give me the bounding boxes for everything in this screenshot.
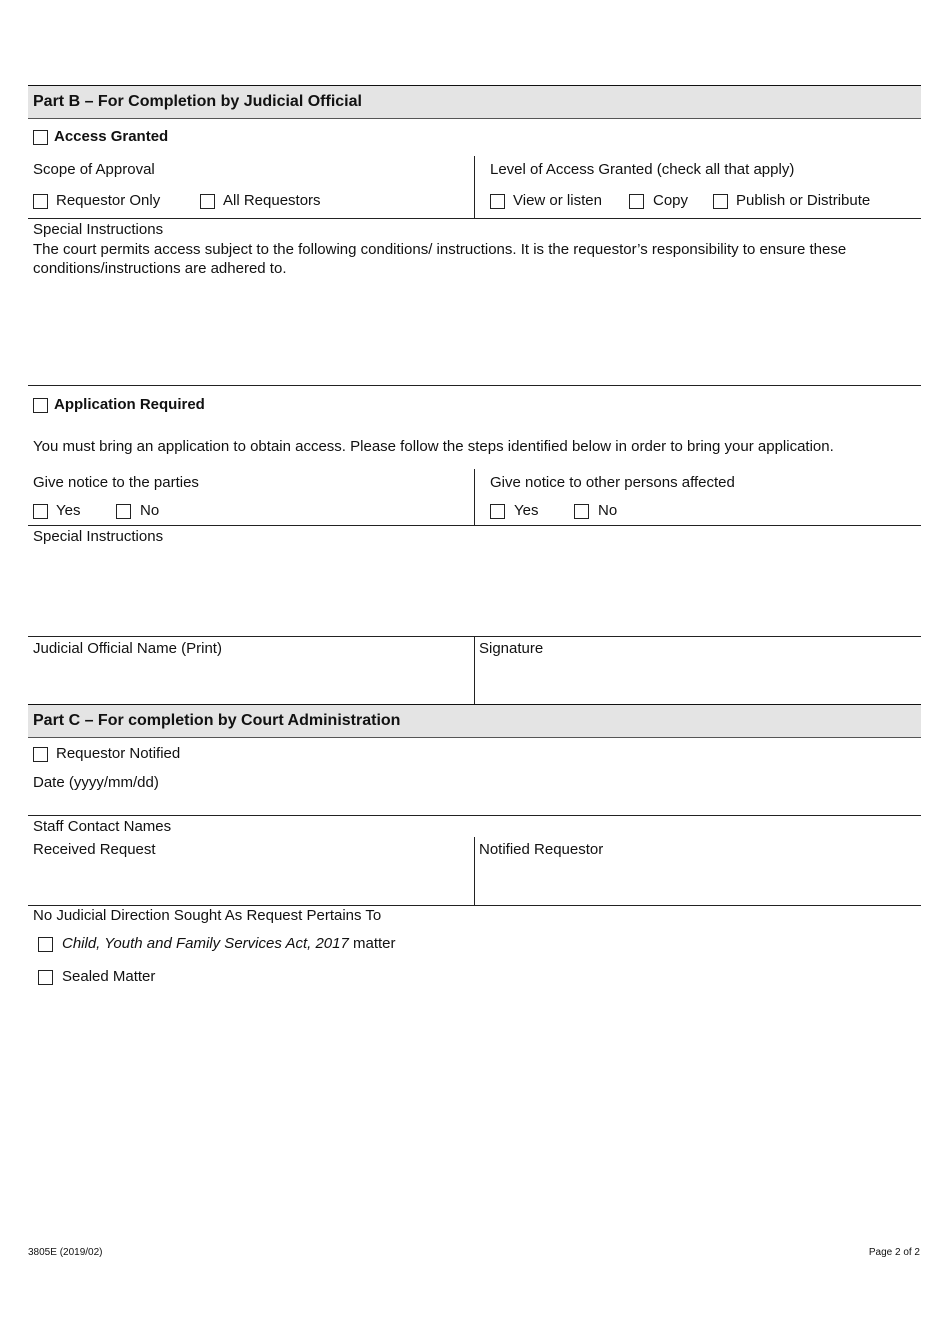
special-instructions-text: The court permits access subject to the following conditions/ instructions. It is the requestor’s responsibility to ensure these conditions/instructions are adhered to. (33, 241, 847, 277)
view-or-listen-label: View or listen (513, 192, 602, 209)
divider (28, 525, 921, 526)
cyfsa-suffix: matter (348, 935, 396, 952)
notice-parties-yes-checkbox[interactable] (33, 504, 48, 519)
received-request-field[interactable] (28, 862, 472, 904)
part-b-title: Part B – For Completion by Judicial Official (33, 93, 362, 110)
application-required-label: Application Required (54, 396, 205, 413)
special-instructions-label-2: Special Instructions (33, 528, 164, 545)
special-instructions-field[interactable] (28, 280, 921, 384)
notice-others-no-label: No (598, 502, 618, 519)
divider (28, 218, 921, 219)
divider (474, 636, 475, 704)
page-number: Page 2 of 2 (868, 1247, 920, 1258)
notice-parties-no-checkbox[interactable] (116, 504, 131, 519)
special-instructions-field-2[interactable] (28, 548, 921, 634)
sealed-matter-checkbox[interactable] (38, 970, 53, 985)
requestor-only-checkbox[interactable] (33, 194, 48, 209)
divider (474, 156, 475, 218)
sealed-matter-label: Sealed Matter (62, 968, 156, 985)
part-b-header (28, 85, 921, 119)
date-field[interactable] (200, 772, 920, 812)
divider (28, 905, 921, 906)
copy-checkbox[interactable] (629, 194, 644, 209)
requestor-only-label: Requestor Only (56, 192, 161, 209)
form-number: 3805E (2019/02) (28, 1247, 103, 1258)
cyfsa-act-name: Child, Youth and Family Services Act, 2017 (62, 935, 349, 952)
official-name-label: Judicial Official Name (Print) (33, 640, 222, 657)
notice-parties-yes-label: Yes (56, 502, 81, 519)
special-instructions-label: Special Instructions (33, 221, 164, 238)
notice-others-yes-label: Yes (514, 502, 539, 519)
part-c-header (28, 704, 921, 738)
view-or-listen-checkbox[interactable] (490, 194, 505, 209)
publish-or-distribute-checkbox[interactable] (713, 194, 728, 209)
part-c-title: Part C – For completion by Court Administration (33, 712, 401, 729)
notice-parties-no-label: No (140, 502, 160, 519)
notice-others-label: Give notice to other persons affected (490, 474, 735, 491)
official-name-field[interactable] (28, 660, 472, 702)
application-instructions-text: You must bring an application to obtain access. Please follow the steps identified below in order to bring your application. (33, 438, 834, 455)
signature-field[interactable] (476, 660, 920, 702)
date-label: Date (yyyy/mm/dd) (33, 774, 159, 791)
requestor-notified-label: Requestor Notified (56, 745, 181, 762)
signature-label: Signature (479, 640, 544, 657)
access-granted-checkbox[interactable] (33, 130, 48, 145)
notified-requestor-label: Notified Requestor (479, 841, 604, 858)
level-of-access-label: Level of Access Granted (check all that apply) (490, 161, 795, 178)
staff-contact-label: Staff Contact Names (33, 818, 172, 835)
divider (474, 837, 475, 905)
notified-requestor-field[interactable] (476, 862, 920, 904)
all-requestors-label: All Requestors (223, 192, 321, 209)
application-required-checkbox[interactable] (33, 398, 48, 413)
cyfsa-matter-label (62, 935, 396, 953)
received-request-label: Received Request (33, 841, 156, 858)
all-requestors-checkbox[interactable] (200, 194, 215, 209)
cyfsa-matter-checkbox[interactable] (38, 937, 53, 952)
notice-others-yes-checkbox[interactable] (490, 504, 505, 519)
scope-of-approval-label: Scope of Approval (33, 161, 155, 178)
notice-parties-label: Give notice to the parties (33, 474, 199, 491)
divider (28, 815, 921, 816)
no-judicial-direction-label: No Judicial Direction Sought As Request Pertains To (33, 907, 382, 924)
publish-or-distribute-label: Publish or Distribute (736, 192, 871, 209)
divider (28, 385, 921, 386)
divider (474, 469, 475, 525)
access-granted-label: Access Granted (54, 128, 169, 145)
requestor-notified-checkbox[interactable] (33, 747, 48, 762)
notice-others-no-checkbox[interactable] (574, 504, 589, 519)
copy-label: Copy (653, 192, 689, 209)
